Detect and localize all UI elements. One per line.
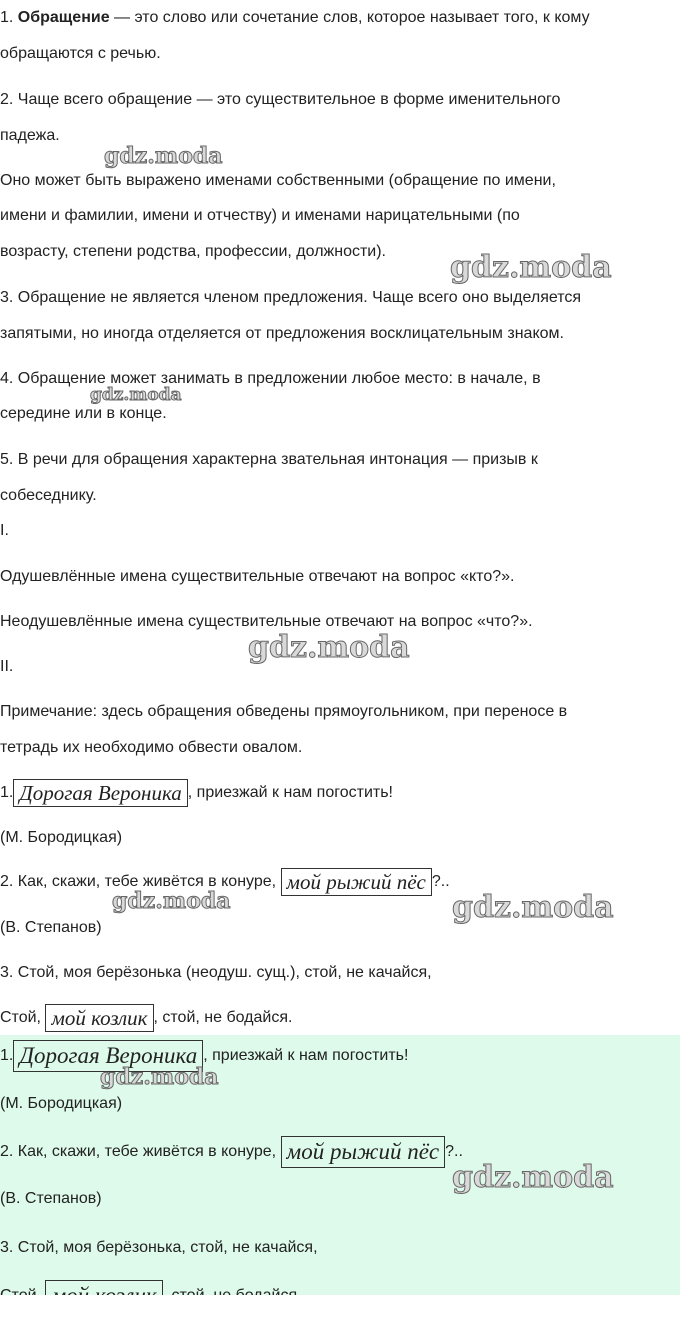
address-box: мой козлик	[45, 1004, 153, 1032]
address-box: мой рыжий пёс	[281, 868, 432, 896]
theory-p5-line1: 5. В речи для обращения характерна звательная интонация — призыв к	[0, 451, 538, 468]
theory-p2-line1: 2. Чаще всего обращение — это существительное в форме именительного	[0, 91, 561, 108]
watermark-logo: gdz.moda	[450, 250, 612, 285]
alt-example-3-line1: 3. Стой, моя берёзонька, стой, не качайся,	[0, 1239, 318, 1256]
example-3-line1: 3. Стой, моя берёзонька (неодуш. сущ.), стой, не качайся,	[0, 964, 432, 981]
page-bottom-margin	[0, 1295, 680, 1331]
theory-p4-line1: 4. Обращение может занимать в предложении любое место: в начале, в	[0, 370, 541, 387]
theory-p4-line2: середине или в конце.	[0, 405, 167, 422]
theory-p2-line3: Оно может быть выражено именами собственными (обращение по имени,	[0, 172, 556, 189]
address-box: мой рыжий пёс	[281, 1136, 446, 1168]
watermark-logo: gdz.moda	[104, 143, 223, 169]
section-1-animate: Одушевлённые имена существительные отвечают на вопрос «кто?».	[0, 568, 515, 585]
section-1-inanimate: Неодушевлённые имена существительные отвечают на вопрос «что?».	[0, 613, 533, 630]
theory-p5-line2: собеседнику.	[0, 487, 97, 504]
alt-example-1: 1. Дорогая Вероника , приезжай к нам погостить!	[0, 1040, 408, 1072]
watermark-logo: gdz.moda	[248, 630, 410, 665]
theory-p1-line2: обращаются с речью.	[0, 45, 161, 62]
watermark-logo: gdz.moda	[90, 385, 182, 405]
theory-p1-line1: 1. Обращение — это слово или сочетание слов, которое называет того, к кому	[0, 9, 590, 26]
example-1: 1. Дорогая Вероника , приезжай к нам погостить!	[0, 781, 393, 805]
address-box: Дорогая Вероника	[13, 779, 187, 807]
section-2-note-line1: Примечание: здесь обращения обведены прямоугольником, при переносе в	[0, 703, 568, 720]
address-box: Дорогая Вероника	[13, 1040, 203, 1072]
section-1-label: I.	[0, 522, 9, 539]
term-bold: Обращение	[17, 9, 110, 26]
theory-p2-line5: возрасту, степени родства, профессии, должности).	[0, 243, 386, 260]
alt-example-1-author: (М. Бородицкая)	[0, 1095, 123, 1112]
example-3-line2: Стой, мой козлик , стой, не бодайся.	[0, 1006, 293, 1030]
theory-p2-line4: имени и фамилии, имени и отчеству) и именами нарицательными (по	[0, 207, 520, 224]
watermark-logo: gdz.moda	[452, 1160, 614, 1195]
example-2: 2. Как, скажи, тебе живётся в конуре, мой рыжий пёс ?..	[0, 870, 450, 894]
theory-p2-line2: падежа.	[0, 127, 60, 144]
alt-example-2: 2. Как, скажи, тебе живётся в конуре, мой рыжий пёс ?..	[0, 1136, 463, 1168]
watermark-logo: gdz.moda	[452, 890, 614, 925]
watermark-logo: gdz.moda	[112, 888, 231, 914]
theory-p3-line2: запятыми, но иногда отделяется от предложения восклицательным знаком.	[0, 325, 564, 342]
section-2-label: II.	[0, 658, 14, 675]
example-1-author: (М. Бородицкая)	[0, 829, 123, 846]
watermark-logo: gdz.moda	[100, 1064, 219, 1090]
section-2-note-line2: тетрадь их необходимо обвести овалом.	[0, 739, 303, 756]
alt-example-2-author: (В. Степанов)	[0, 1190, 102, 1207]
theory-p3-line1: 3. Обращение не является членом предложения. Чаще всего оно выделяется	[0, 289, 582, 306]
example-2-author: (В. Степанов)	[0, 919, 102, 936]
